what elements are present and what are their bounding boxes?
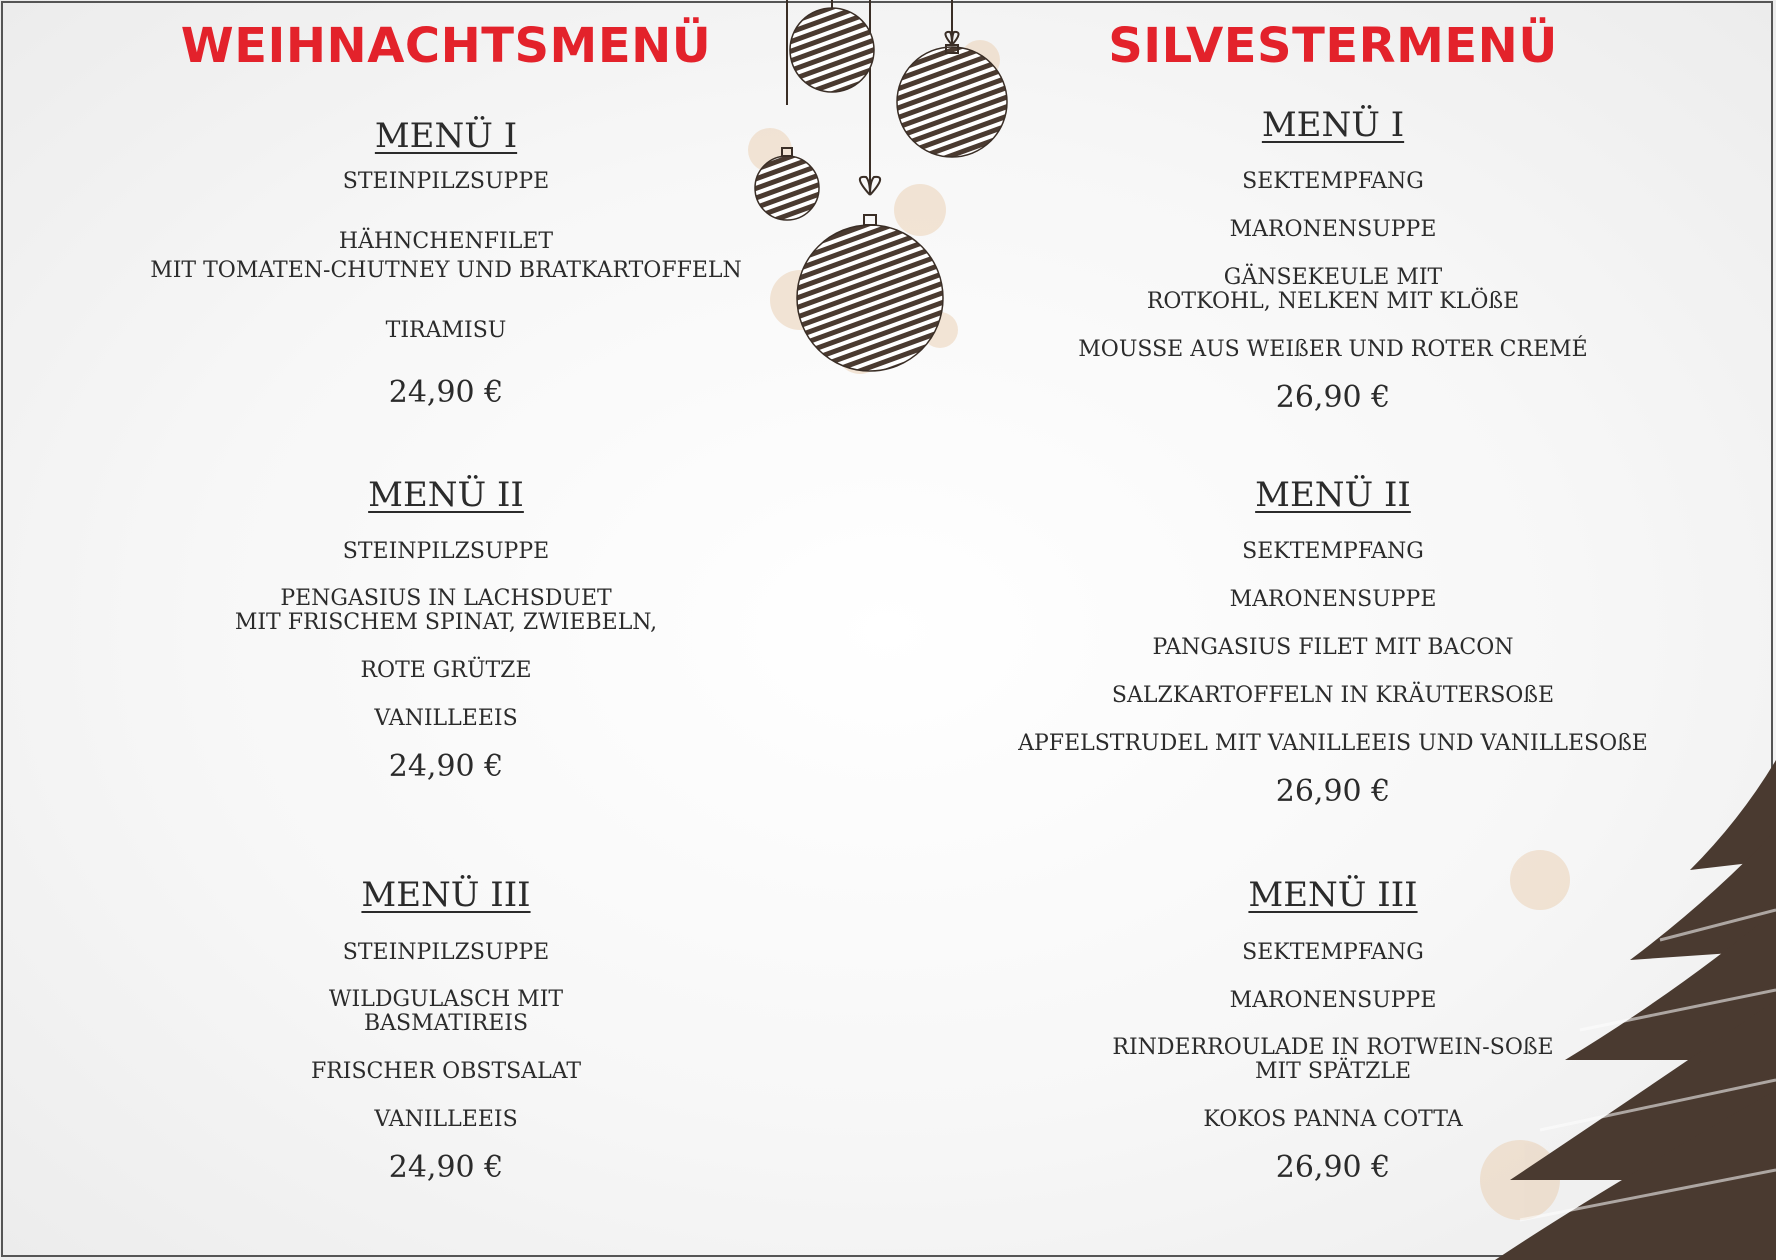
menu-course: VANILLEEIS <box>374 1107 518 1132</box>
menu-course: SALZKARTOFFELN IN KRÄUTERSOßE <box>1111 683 1555 708</box>
menu-course: VANILLEEIS <box>374 706 518 731</box>
menu-price: 24,90 € <box>388 749 504 784</box>
new-years-eve-menu-headline: SILVESTERMENÜ <box>1108 18 1558 74</box>
menu-title: MENÜ III <box>1248 875 1418 915</box>
menu-course: GÄNSEKEULE MIT <box>1223 265 1443 290</box>
menu-course: MARONENSUPPE <box>1229 587 1437 612</box>
menu-course: PANGASIUS FILET MIT BACON <box>1152 635 1514 660</box>
menu-course: MARONENSUPPE <box>1229 217 1437 242</box>
menu-course: WILDGULASCH MIT <box>328 987 564 1012</box>
menu-course: SEKTEMPFANG <box>1242 169 1424 194</box>
menu-course: HÄHNCHENFILET <box>338 229 554 254</box>
menu-course: KOKOS PANNA COTTA <box>1203 1107 1463 1132</box>
menu-course: MOUSSE AUS WEIßER UND ROTER CREMÉ <box>1078 337 1588 362</box>
christmas-menu-headline: WEIHNACHTSMENÜ <box>180 18 712 74</box>
menu-course: PENGASIUS IN LACHSDUET <box>280 586 612 611</box>
menu-price: 26,90 € <box>1275 1150 1391 1185</box>
menu-course: FRISCHER OBSTSALAT <box>310 1059 582 1084</box>
menu-course: MIT FRISCHEM SPINAT, ZWIEBELN, <box>234 610 658 635</box>
menu-course: STEINPILZSUPPE <box>342 169 550 194</box>
menu-title: MENÜ I <box>374 116 518 156</box>
menu-course: BASMATIREIS <box>363 1011 529 1036</box>
menu-course: TIRAMISU <box>385 318 507 343</box>
menu-course: SEKTEMPFANG <box>1242 539 1424 564</box>
menu-course: MIT SPÄTZLE <box>1254 1059 1412 1084</box>
menu-title: MENÜ III <box>361 875 531 915</box>
menu-course: SEKTEMPFANG <box>1242 940 1424 965</box>
menu-title: MENÜ I <box>1261 105 1405 145</box>
menu-price: 24,90 € <box>388 1150 504 1185</box>
menu-price: 24,90 € <box>388 375 504 410</box>
menu-course: STEINPILZSUPPE <box>342 539 550 564</box>
menu-course: ROTKOHL, NELKEN MIT KLÖßE <box>1146 289 1520 314</box>
menu-price: 26,90 € <box>1275 774 1391 809</box>
menu-course: MARONENSUPPE <box>1229 988 1437 1013</box>
menu-price: 26,90 € <box>1275 380 1391 415</box>
menu-course: APFELSTRUDEL MIT VANILLEEIS UND VANILLESOßE <box>1018 731 1648 756</box>
menu-course: MIT TOMATEN-CHUTNEY UND BRATKARTOFFELN <box>150 258 742 283</box>
menu-course: RINDERROULADE IN ROTWEIN-SOßE <box>1112 1035 1554 1060</box>
menu-title: MENÜ II <box>1255 475 1411 515</box>
menu-title: MENÜ II <box>368 475 524 515</box>
menu-course: STEINPILZSUPPE <box>342 940 550 965</box>
menu-course: ROTE GRÜTZE <box>360 658 532 683</box>
